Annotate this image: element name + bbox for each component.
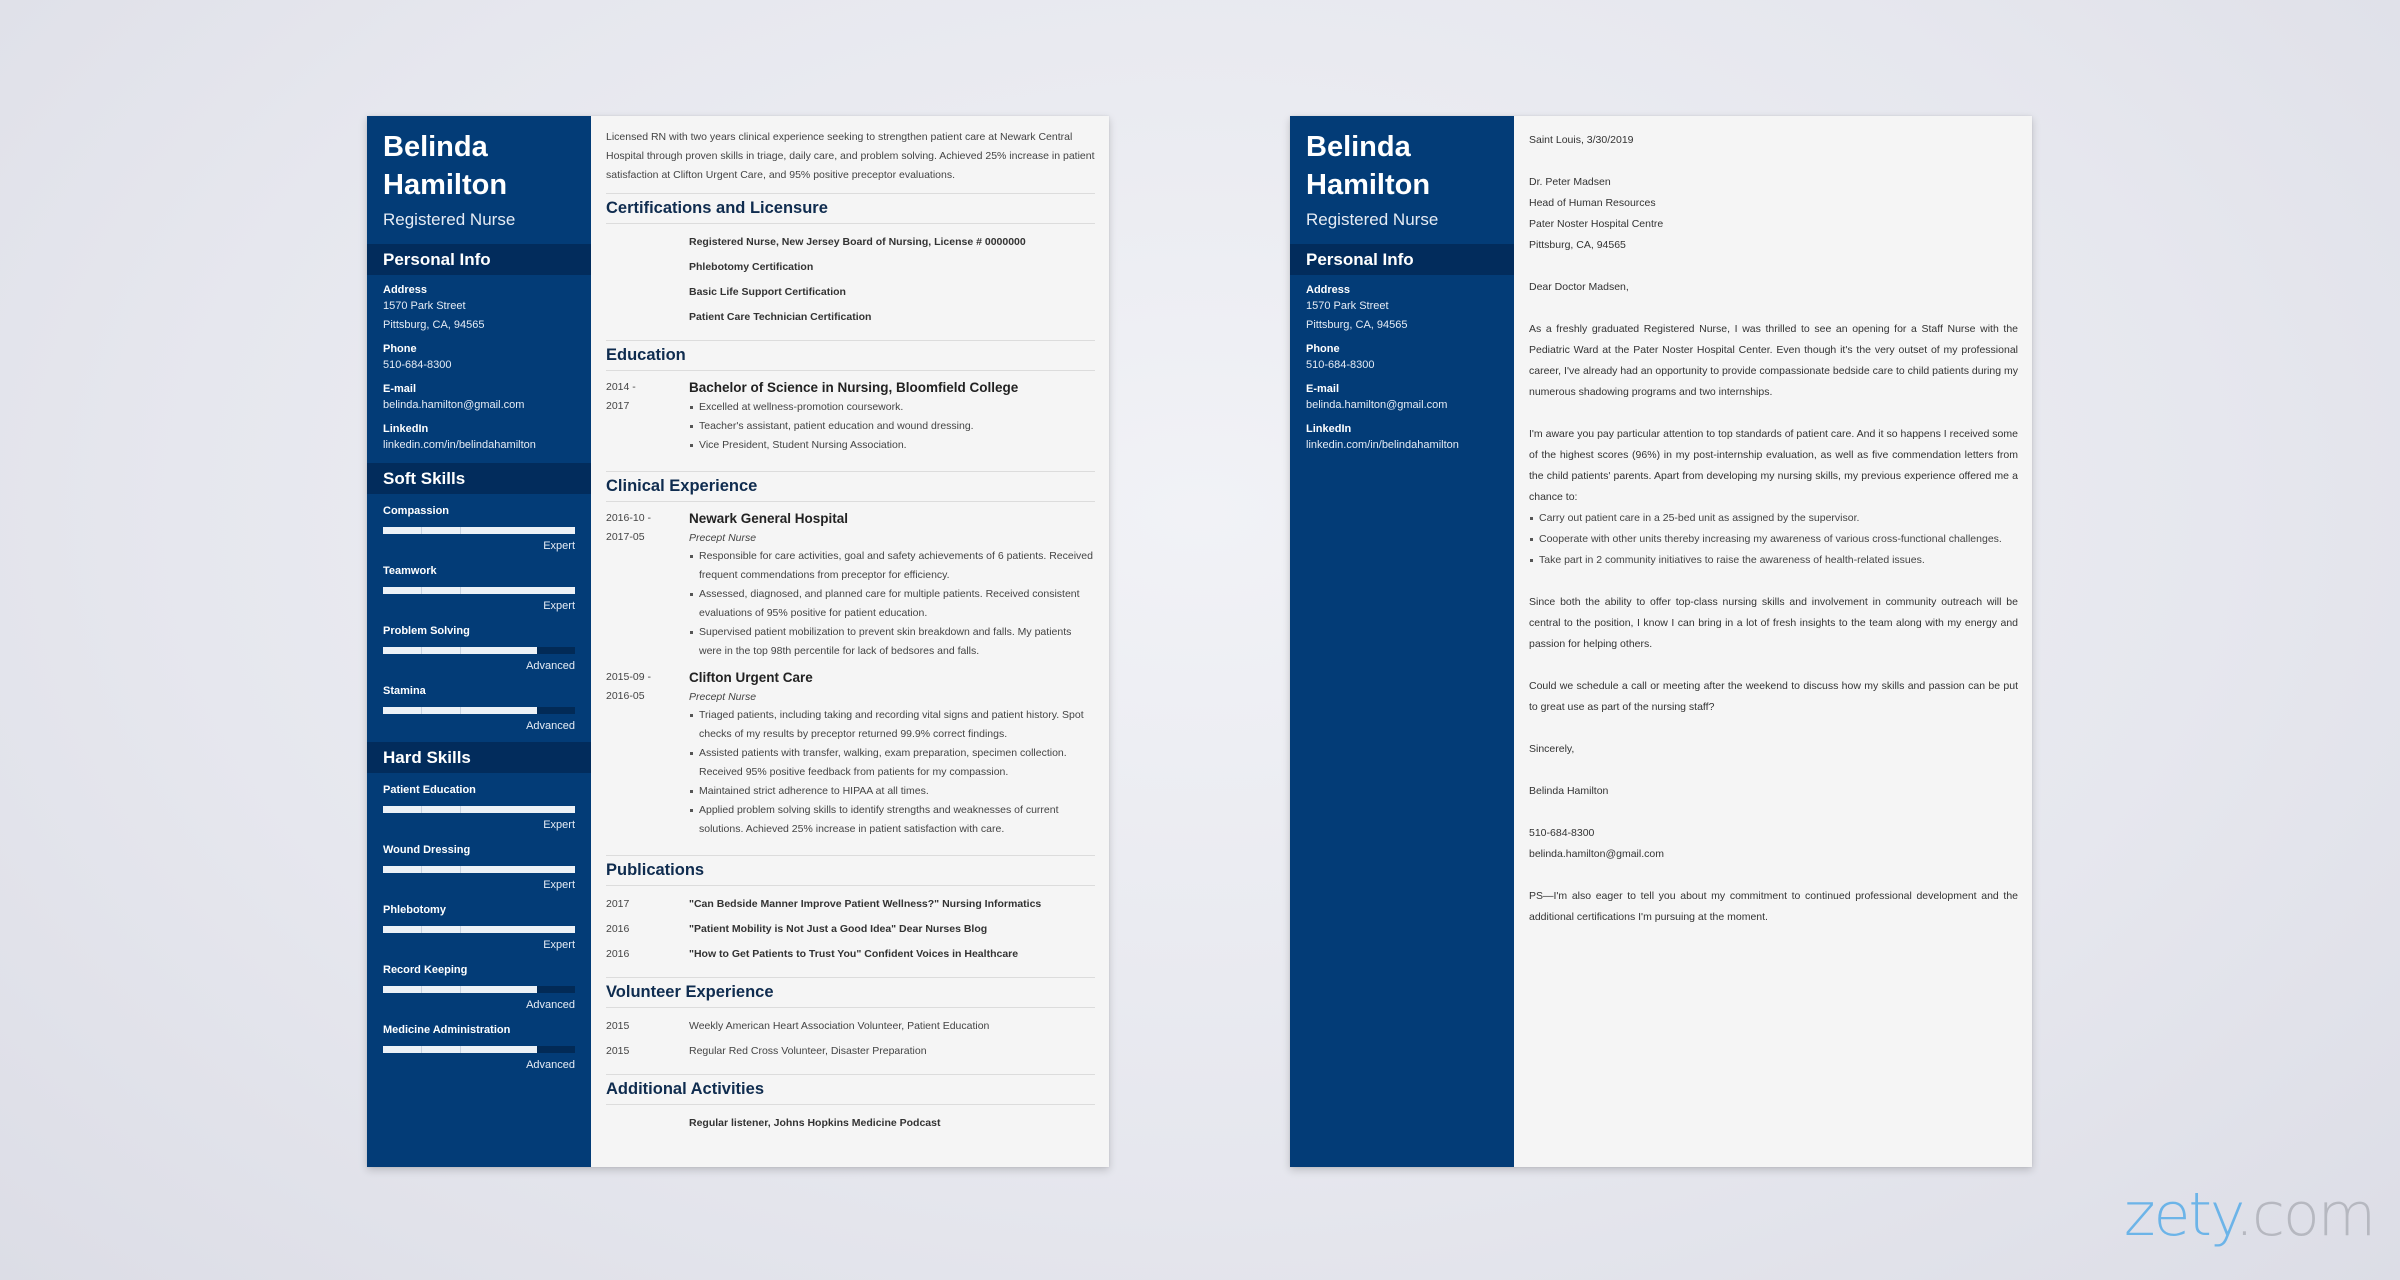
skill-item bbox=[383, 564, 575, 614]
address-label: Address bbox=[383, 284, 428, 296]
clinical-experience-list bbox=[606, 502, 1095, 853]
skill-name: Record Keeping bbox=[383, 964, 468, 976]
entry-bullet: Excelled at wellness-promotion coursework. bbox=[689, 398, 1095, 417]
skill-item bbox=[383, 903, 575, 953]
skill-level-bar bbox=[383, 587, 575, 594]
entry-content bbox=[689, 667, 1095, 839]
linkedin-label: LinkedIn bbox=[1306, 423, 1352, 435]
activity-row bbox=[606, 1111, 1095, 1136]
publications-row bbox=[606, 942, 1095, 967]
entry-bullet: Assisted patients with transfer, walking, exam preparation, specimen collection. Received 95% positive feedback from patients for my compassion. bbox=[689, 744, 1095, 782]
item-year: 2016 bbox=[606, 923, 630, 935]
entry-bullet: Responsible for care activities, goal and safety achievements of 6 patients. Received frequent commendations from preceptor for efficiency. bbox=[689, 547, 1095, 585]
skill-level-fill bbox=[383, 806, 575, 813]
skill-item bbox=[383, 1023, 575, 1073]
skill-name: Wound Dressing bbox=[383, 844, 471, 856]
clinical-experience-heading: Clinical Experience bbox=[606, 471, 1095, 502]
skill-level-bar bbox=[383, 986, 575, 993]
skill-name: Medicine Administration bbox=[383, 1024, 511, 1036]
resume-job-title: Registered Nurse bbox=[383, 210, 516, 229]
linkedin-value: linkedin.com/in/belindahamilton bbox=[1306, 439, 1459, 451]
paragraph-1: As a freshly graduated Registered Nurse, I was thrilled to see an opening for a Staff Nurse with the Pediatric Ward at the Pater Noster Hospital Center. Even though it's the very outset of my professional career, I've already had an opportunity to provide compassionate bedside care to child patients during my numerous shadowing programs and two internships. bbox=[1529, 323, 2018, 398]
skill-level-label: Expert bbox=[543, 879, 575, 891]
entry-bullet: Assessed, diagnosed, and planned care for multiple patients. Received consistent evaluations of 95% positive for patient education. bbox=[689, 585, 1095, 623]
skill-level-bar bbox=[383, 806, 575, 813]
activities-list bbox=[606, 1105, 1095, 1144]
letter-bullet: Cooperate with other units thereby increasing my awareness of various cross-functional challenges. bbox=[1529, 529, 2018, 550]
closing: Sincerely, bbox=[1529, 743, 1575, 755]
letter-bullet: Carry out patient care in a 25-bed unit as assigned by the supervisor. bbox=[1529, 508, 2018, 529]
greeting: Dear Doctor Madsen, bbox=[1529, 281, 1629, 293]
personal-info-block bbox=[367, 275, 591, 463]
skill-level-label: Advanced bbox=[526, 999, 575, 1011]
entry-bullet: Supervised patient mobilization to prevent skin breakdown and falls. My patients were in the top 98th percentile for lack of bedsores and falls. bbox=[689, 623, 1095, 661]
address-line1: 1570 Park Street bbox=[1306, 300, 1389, 312]
postscript: PS—I'm also eager to tell you about my commitment to continued professional development and the additional certifications I'm pursuing at the moment. bbox=[1529, 890, 2018, 923]
spacer bbox=[606, 1111, 689, 1136]
skill-item bbox=[383, 684, 575, 734]
skill-level-label: Expert bbox=[543, 600, 575, 612]
skill-item bbox=[383, 783, 575, 833]
entry-date-start: 2014 - bbox=[606, 381, 636, 393]
certifications-heading: Certifications and Licensure bbox=[606, 193, 1095, 224]
entry-row bbox=[606, 508, 1095, 661]
phone-label: Phone bbox=[1306, 343, 1340, 355]
publications-heading: Publications bbox=[606, 855, 1095, 886]
entry-date-end: 2017 bbox=[606, 400, 630, 412]
entry-row bbox=[606, 377, 1095, 455]
entry-bullet: Teacher's assistant, patient education and wound dressing. bbox=[689, 417, 1095, 436]
signature-phone: 510-684-8300 bbox=[1529, 827, 1595, 839]
phone-value: 510-684-8300 bbox=[383, 359, 452, 371]
entry-bullets bbox=[689, 706, 1095, 839]
paragraph-2: I'm aware you pay particular attention to top standards of patient care. And it so happens I received some of the highest scores (96%) in my post-internship evaluation, as well as five commendation letters from the child patients' parents. Apart from developing my nursing skills, my previous experience offered me a chance to: bbox=[1529, 428, 2018, 503]
activity-item: Regular listener, Johns Hopkins Medicine Podcast bbox=[689, 1117, 941, 1129]
certification-item: Registered Nurse, New Jersey Board of Nursing, License # 0000000 bbox=[689, 236, 1026, 248]
entry-bullet: Applied problem solving skills to identify strengths and weaknesses of current solutions. Achieved 25% increase in patient satisfaction with care. bbox=[689, 801, 1095, 839]
letter-body bbox=[1514, 116, 2032, 1167]
recipient-address: Pittsburg, CA, 94565 bbox=[1529, 239, 1626, 251]
skill-level-label: Expert bbox=[543, 819, 575, 831]
skill-level-bar bbox=[383, 866, 575, 873]
cover-personal-info-block bbox=[1290, 275, 1514, 463]
skill-level-bar bbox=[383, 527, 575, 534]
paragraph-4: Could we schedule a call or meeting after the weekend to discuss how my skills and passion can be put to great use as part of the nursing staff? bbox=[1529, 680, 2018, 713]
entry-bullets bbox=[689, 547, 1095, 661]
skill-level-bar bbox=[383, 926, 575, 933]
entry-bullet: Triaged patients, including taking and recording vital signs and patient history. Spot checks of my results by preceptor returned 99.9% correct findings. bbox=[689, 706, 1095, 744]
spacer bbox=[606, 230, 689, 255]
entry-role: Precept Nurse bbox=[689, 691, 757, 703]
linkedin-label: LinkedIn bbox=[383, 423, 429, 435]
skill-item bbox=[383, 624, 575, 674]
certification-row bbox=[606, 305, 1095, 330]
item-text: Weekly American Heart Association Volunteer, Patient Education bbox=[689, 1020, 990, 1032]
recipient-position: Head of Human Resources bbox=[1529, 197, 1656, 209]
entry-date-end: 2017-05 bbox=[606, 531, 645, 543]
entry-row bbox=[606, 667, 1095, 839]
cover-job-title: Registered Nurse bbox=[1306, 210, 1439, 229]
certification-row bbox=[606, 230, 1095, 255]
address-line2: Pittsburg, CA, 94565 bbox=[1306, 319, 1408, 331]
personal-info-heading: Personal Info bbox=[367, 244, 591, 275]
publications-row bbox=[606, 917, 1095, 942]
skill-level-bar bbox=[383, 707, 575, 714]
entry-content bbox=[689, 377, 1095, 455]
resume-main bbox=[591, 116, 1109, 1167]
letter-bullets bbox=[1529, 508, 2018, 571]
email-value: belinda.hamilton@gmail.com bbox=[1306, 399, 1448, 411]
soft-skills-list bbox=[367, 494, 591, 742]
certification-row bbox=[606, 280, 1095, 305]
item-text: "Patient Mobility is Not Just a Good Idea" Dear Nurses Blog bbox=[689, 923, 988, 935]
certifications-list bbox=[606, 224, 1095, 338]
skill-item bbox=[383, 963, 575, 1013]
skill-level-label: Expert bbox=[543, 939, 575, 951]
signature: Belinda Hamilton bbox=[1529, 785, 1609, 797]
cover-name: Belinda Hamilton bbox=[1306, 131, 1431, 201]
cover-sidebar bbox=[1290, 116, 1514, 1167]
signature-email: belinda.hamilton@gmail.com bbox=[1529, 848, 1664, 860]
address-line2: Pittsburg, CA, 94565 bbox=[383, 319, 485, 331]
item-year: 2017 bbox=[606, 898, 630, 910]
entry-title: Clifton Urgent Care bbox=[689, 670, 813, 685]
certification-item: Phlebotomy Certification bbox=[689, 261, 814, 273]
spacer bbox=[606, 305, 689, 330]
item-year: 2015 bbox=[606, 1020, 630, 1032]
resume-page bbox=[367, 116, 1109, 1167]
address-label: Address bbox=[1306, 284, 1351, 296]
hard-skills-list bbox=[367, 773, 591, 1081]
skill-level-fill bbox=[383, 866, 575, 873]
letter-bullet: Take part in 2 community initiatives to raise the awareness of health-related issues. bbox=[1529, 550, 2018, 571]
address-line1: 1570 Park Street bbox=[383, 300, 466, 312]
skill-level-fill bbox=[383, 647, 537, 654]
spacer bbox=[606, 255, 689, 280]
entry-title: Bachelor of Science in Nursing, Bloomfield College bbox=[689, 380, 1019, 395]
skill-item bbox=[383, 504, 575, 554]
entry-bullet: Maintained strict adherence to HIPAA at all times. bbox=[689, 782, 1095, 801]
volunteer-row bbox=[606, 1014, 1095, 1039]
entry-title: Newark General Hospital bbox=[689, 511, 849, 526]
spacer bbox=[606, 280, 689, 305]
email-label: E-mail bbox=[383, 383, 417, 395]
entry-dates bbox=[606, 377, 689, 455]
publications-row bbox=[606, 892, 1095, 917]
item-text: "How to Get Patients to Trust You" Confident Voices in Healthcare bbox=[689, 948, 1019, 960]
place-date: Saint Louis, 3/30/2019 bbox=[1529, 134, 1634, 146]
activities-heading: Additional Activities bbox=[606, 1074, 1095, 1105]
skill-name: Phlebotomy bbox=[383, 904, 446, 916]
skill-level-label: Advanced bbox=[526, 1059, 575, 1071]
phone-value: 510-684-8300 bbox=[1306, 359, 1375, 371]
skill-level-label: Advanced bbox=[526, 720, 575, 732]
paragraph-3: Since both the ability to offer top-class nursing skills and involvement in community outreach will be central to the position, I know I can bring in a lot of fresh insights to the team along with my energy and passion for helping others. bbox=[1529, 596, 2018, 650]
skill-level-bar bbox=[383, 1046, 575, 1053]
volunteer-row bbox=[606, 1039, 1095, 1064]
soft-skills-heading: Soft Skills bbox=[367, 463, 591, 494]
cover-letter-page bbox=[1290, 116, 2032, 1167]
certification-item: Basic Life Support Certification bbox=[689, 286, 846, 298]
skill-level-label: Expert bbox=[543, 540, 575, 552]
logo-suffix: .com bbox=[2234, 1180, 2375, 1250]
skill-item bbox=[383, 843, 575, 893]
skill-level-fill bbox=[383, 1046, 537, 1053]
entry-date-end: 2016-05 bbox=[606, 690, 645, 702]
zety-logo bbox=[2124, 1180, 2374, 1250]
skill-level-fill bbox=[383, 926, 575, 933]
skill-name: Compassion bbox=[383, 505, 450, 517]
skill-name: Problem Solving bbox=[383, 625, 470, 637]
item-text: Regular Red Cross Volunteer, Disaster Preparation bbox=[689, 1045, 927, 1057]
cover-personal-info-heading: Personal Info bbox=[1290, 244, 1514, 275]
resume-name: Belinda Hamilton bbox=[383, 131, 508, 201]
skill-level-bar bbox=[383, 647, 575, 654]
resume-sidebar bbox=[367, 116, 591, 1167]
email-label: E-mail bbox=[1306, 383, 1340, 395]
hard-skills-heading: Hard Skills bbox=[367, 742, 591, 773]
entry-date-start: 2016-10 - bbox=[606, 512, 651, 524]
linkedin-value: linkedin.com/in/belindahamilton bbox=[383, 439, 536, 451]
entry-dates bbox=[606, 508, 689, 661]
education-heading: Education bbox=[606, 340, 1095, 371]
item-text: "Can Bedside Manner Improve Patient Wellness?" Nursing Informatics bbox=[689, 898, 1042, 910]
entry-content bbox=[689, 508, 1095, 661]
recipient-name: Dr. Peter Madsen bbox=[1529, 176, 1611, 188]
skill-level-fill bbox=[383, 587, 575, 594]
skill-level-fill bbox=[383, 527, 575, 534]
item-year: 2015 bbox=[606, 1045, 630, 1057]
entry-bullet: Vice President, Student Nursing Association. bbox=[689, 436, 1095, 455]
entry-dates bbox=[606, 667, 689, 839]
volunteer-heading: Volunteer Experience bbox=[606, 977, 1095, 1008]
skill-name: Stamina bbox=[383, 685, 426, 697]
entry-bullets bbox=[689, 398, 1095, 455]
phone-label: Phone bbox=[383, 343, 417, 355]
volunteer-list bbox=[606, 1008, 1095, 1072]
certification-row bbox=[606, 255, 1095, 280]
recipient-company: Pater Noster Hospital Centre bbox=[1529, 218, 1664, 230]
skill-name: Patient Education bbox=[383, 784, 476, 796]
item-year: 2016 bbox=[606, 948, 630, 960]
publications-list bbox=[606, 886, 1095, 975]
skill-level-label: Advanced bbox=[526, 660, 575, 672]
education-list bbox=[606, 371, 1095, 469]
logo-main: zety bbox=[2124, 1180, 2235, 1250]
skill-level-fill bbox=[383, 707, 537, 714]
skill-name: Teamwork bbox=[383, 565, 437, 577]
entry-date-start: 2015-09 - bbox=[606, 671, 651, 683]
entry-role: Precept Nurse bbox=[689, 532, 757, 544]
resume-summary: Licensed RN with two years clinical experience seeking to strengthen patient care at Newark Central Hospital through proven skills in triage, daily care, and problem solving. Achieved 25% increase in patient satisfaction at Clifton Urgent Care, and 95% positive preceptor evaluations. bbox=[606, 131, 1095, 181]
skill-level-fill bbox=[383, 986, 537, 993]
email-value: belinda.hamilton@gmail.com bbox=[383, 399, 525, 411]
certification-item: Patient Care Technician Certification bbox=[689, 311, 872, 323]
